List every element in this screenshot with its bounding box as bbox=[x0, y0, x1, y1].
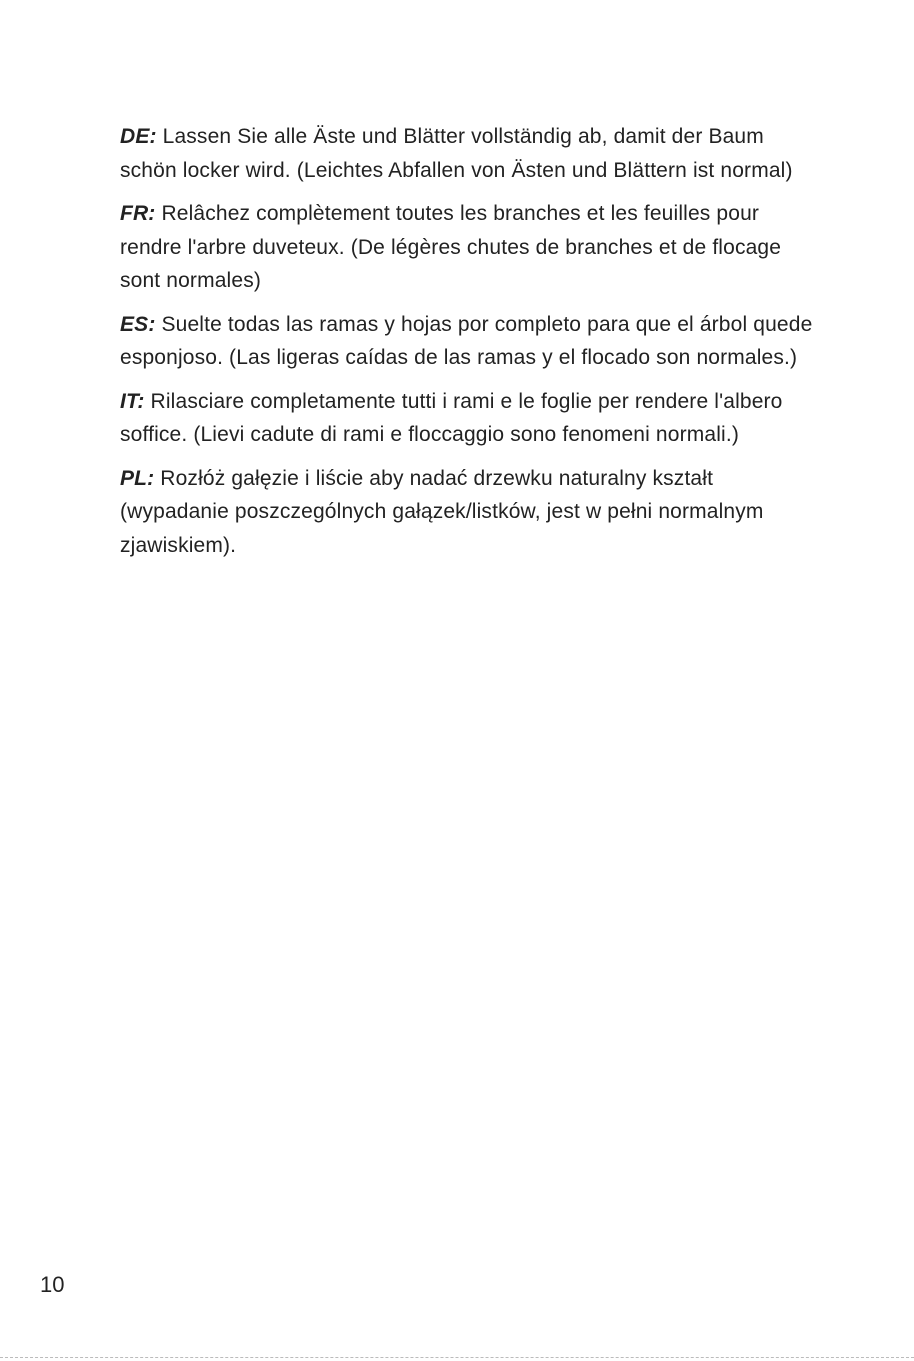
language-code-pl: PL: bbox=[120, 466, 155, 490]
paragraph-pl bbox=[120, 462, 814, 563]
language-code-it: IT: bbox=[120, 389, 145, 413]
paragraph-es bbox=[120, 308, 814, 375]
paragraph-text-es: Suelte todas las ramas y hojas por completo para que el árbol quede esponjoso. (Las ligeras caídas de las ramas y el flocado son normales.) bbox=[120, 312, 813, 369]
paragraph-fr bbox=[120, 197, 814, 298]
page-bottom-divider bbox=[0, 1357, 914, 1358]
paragraph-text-fr: Relâchez complètement toutes les branches et les feuilles pour rendre l'arbre duveteux. (De légères chutes de branches et de flocage sont normales) bbox=[120, 202, 782, 292]
paragraph-it bbox=[120, 385, 814, 452]
paragraph-text-de: Lassen Sie alle Äste und Blätter vollständig ab, damit der Baum schön locker wird. (Leichtes Abfallen von Ästen und Blättern ist normal) bbox=[120, 125, 793, 182]
language-code-es: ES: bbox=[120, 312, 156, 336]
paragraph-text-it: Rilasciare completamente tutti i rami e le foglie per rendere l'albero soffice. (Lievi cadute di rami e floccaggio sono fenomeni normali.) bbox=[120, 389, 783, 446]
paragraph-text-pl: Rozłóż gałęzie i liście aby nadać drzewku naturalny kształt (wypadanie poszczególnych gałązek/listków, jest w pełni normalnym zjawiskiem). bbox=[120, 466, 764, 557]
instructions-block bbox=[120, 120, 814, 572]
paragraph-de bbox=[120, 120, 814, 187]
language-code-de: DE: bbox=[120, 125, 157, 148]
language-code-fr: FR: bbox=[120, 202, 156, 225]
page-number: 10 bbox=[40, 1272, 65, 1297]
